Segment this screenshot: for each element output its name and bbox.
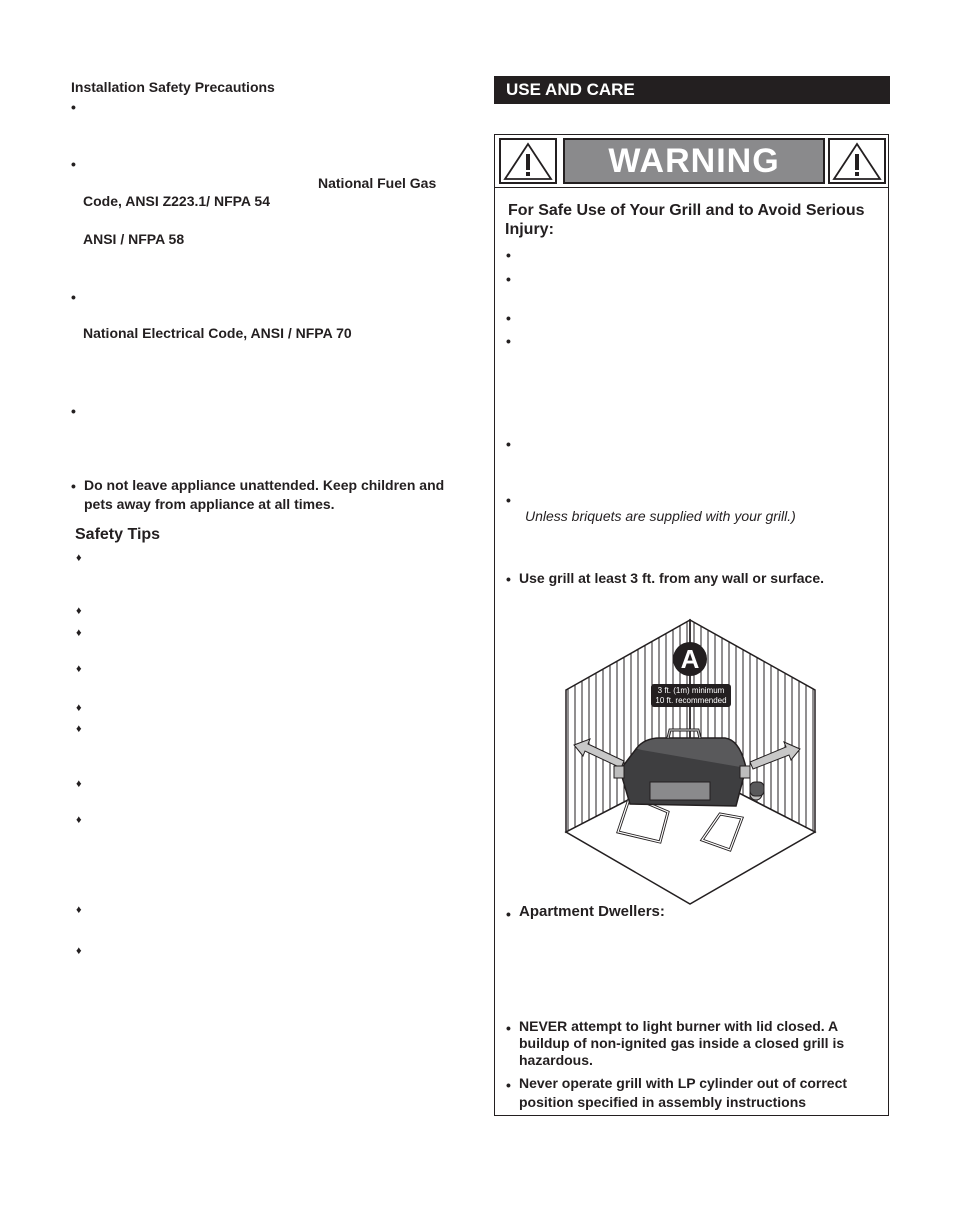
diamond-bullet: ♦ [76, 627, 82, 639]
nec-text: National Electrical Code, ANSI / NFPA 70 [83, 325, 352, 341]
diamond-bullet: ♦ [76, 702, 82, 714]
wall-distance-text: Use grill at least 3 ft. from any wall or surface. [519, 570, 824, 586]
never-operate-text-2: position specified in assembly instructions [519, 1094, 807, 1110]
bullet: • [506, 333, 511, 349]
never-light-text-3: hazardous. [519, 1052, 593, 1068]
clearance-label-line-2: 10 ft. recommended [655, 696, 727, 705]
bullet: • [506, 906, 511, 922]
bullet: • [71, 478, 76, 494]
warning-banner [494, 134, 889, 188]
bullet: • [506, 310, 511, 326]
warning-title: WARNING [563, 138, 825, 184]
diamond-bullet: ♦ [76, 723, 82, 735]
diamond-bullet: ♦ [76, 605, 82, 617]
bullet: • [71, 403, 76, 419]
warning-triangle-icon [499, 138, 557, 184]
diamond-bullet: ♦ [76, 778, 82, 790]
bullet: • [506, 492, 511, 508]
bullet: • [71, 289, 76, 305]
bullet: • [71, 99, 76, 115]
never-light-text-2: buildup of non-ignited gas inside a closed grill is [519, 1035, 845, 1051]
safety-tips-heading: Safety Tips [75, 526, 161, 543]
diamond-bullet: ♦ [76, 663, 82, 675]
bullet: • [506, 271, 511, 287]
clearance-label-line-1: 3 ft. (1m) minimum [657, 686, 725, 695]
never-light-text-1: NEVER attempt to light burner with lid closed. A [519, 1018, 839, 1034]
unattended-text-2: pets away from appliance at all times. [84, 496, 335, 512]
bullet: • [506, 1077, 511, 1093]
clearance-label [651, 684, 731, 707]
bullet: • [506, 436, 511, 452]
unattended-text-1: Do not leave appliance unattended. Keep children and [84, 477, 445, 493]
bullet: • [506, 1020, 511, 1036]
briquets-note: Unless briquets are supplied with your grill.) [525, 508, 796, 524]
safe-use-heading-2: Injury: [505, 221, 554, 238]
nfpa58-text: ANSI / NFPA 58 [83, 231, 185, 247]
diamond-bullet: ♦ [76, 552, 82, 564]
use-and-care-header: USE AND CARE [494, 76, 890, 104]
figure-badge: A [673, 642, 707, 676]
diamond-bullet: ♦ [76, 904, 82, 916]
nfgc-text: National Fuel Gas [318, 175, 437, 191]
never-operate-text-1: Never operate grill with LP cylinder out of correct [519, 1075, 848, 1091]
safe-use-heading-1: For Safe Use of Your Grill and to Avoid Serious [508, 202, 865, 219]
apartment-dwellers-heading: Apartment Dwellers: [519, 903, 665, 920]
bullet: • [506, 571, 511, 587]
diamond-bullet: ♦ [76, 814, 82, 826]
bullet: • [71, 156, 76, 172]
warning-triangle-icon [828, 138, 886, 184]
bullet: • [506, 247, 511, 263]
diamond-bullet: ♦ [76, 945, 82, 957]
nfgc-code-text: Code, ANSI Z223.1/ NFPA 54 [83, 193, 270, 209]
install-precautions-heading: Installation Safety Precautions [71, 79, 275, 95]
